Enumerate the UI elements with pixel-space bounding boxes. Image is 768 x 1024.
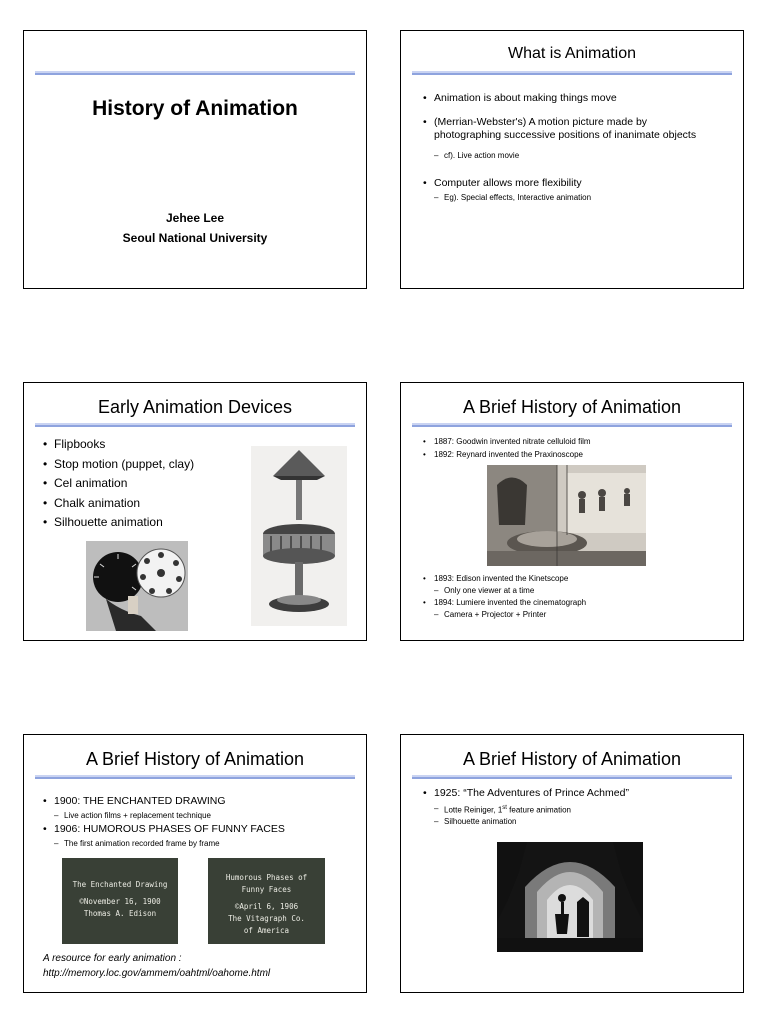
slide4-bullets-bottom-2 — [423, 597, 586, 608]
author-name: Jehee Lee — [165, 211, 225, 225]
bullet-text: 1893: Edison invented the Kinetscope — [434, 574, 569, 583]
bullet-text: 1906: HUMOROUS PHASES OF FUNNY FACES — [54, 823, 285, 835]
slide-brief-history-1 — [400, 382, 744, 641]
bullet-definition — [423, 92, 696, 105]
sub-text: feature animation — [506, 805, 571, 815]
ordinal-suffix: st — [502, 805, 507, 811]
funny-faces-title-card — [208, 858, 325, 944]
bullet-text: (Merrian-Webster's) A motion picture made by — [434, 116, 648, 128]
praxinoscope-illustration — [251, 446, 347, 626]
bullet-text: 1925: “The Adventures of Prince Achmed” — [434, 787, 629, 799]
resource-link[interactable]: http://memory.loc.gov/ammem/oahtml/oahome.html — [43, 968, 271, 979]
slide-brief-history-2 — [23, 734, 367, 993]
device-label: Chalk animation — [54, 495, 141, 510]
device-list — [43, 435, 194, 533]
sub-bullet-frame-by-frame — [43, 838, 220, 849]
history-bullet — [423, 435, 591, 448]
bullet-text: 1887: Goodwin invented nitrate celluloid film — [434, 437, 591, 446]
card-date: ©April 6, 1906 — [234, 902, 299, 911]
card-studio: of America — [243, 926, 290, 935]
bullet-text: 1892: Reynard invented the Praxinoscope — [434, 450, 583, 459]
slide-early-devices — [23, 382, 367, 641]
slide6-title: A Brief History of Animation — [462, 749, 682, 769]
bullet-text: 1900: THE ENCHANTED DRAWING — [54, 795, 226, 807]
bullet-text: 1894: Lumiere invented the cinematograph — [434, 598, 587, 607]
history-bullet — [423, 787, 629, 800]
title-rule — [412, 423, 732, 427]
slide1-title: History of Animation — [92, 97, 298, 120]
device-label: Stop motion (puppet, clay) — [54, 456, 195, 471]
sub-text: Camera + Projector + Printer — [444, 610, 547, 619]
title-rule — [412, 71, 732, 75]
bullet-flexibility — [423, 177, 582, 190]
sub-text: The first animation recorded frame by frame — [64, 839, 220, 848]
history-bullet — [423, 448, 591, 461]
praxinoscope-theatre-engraving — [487, 465, 646, 566]
sub-bullet-camera — [423, 609, 546, 620]
device-label: Cel animation — [54, 476, 128, 490]
sub-bullet-special-effects — [423, 192, 591, 203]
card-title: The Enchanted Drawing — [72, 880, 168, 889]
sub-bullet-replacement — [43, 810, 211, 821]
slide5-bullet-2 — [43, 823, 285, 836]
title-rule — [35, 423, 355, 427]
slide4-title: A Brief History of Animation — [462, 397, 682, 417]
silhouette-illustration — [497, 842, 643, 952]
bullet-merriam-webster — [423, 116, 696, 142]
sub-text: Lotte Reiniger, 1 — [444, 805, 503, 815]
sub-bullet-reiniger — [423, 803, 571, 816]
history-bullet — [423, 597, 586, 608]
history-bullet — [423, 573, 568, 584]
sub-bullet-one-viewer — [423, 585, 534, 596]
slide2-title: What is Animation — [507, 45, 637, 62]
resource-label: A resource for early animation : — [43, 953, 182, 964]
title-rule — [35, 775, 355, 779]
praxinoscope-engraving — [251, 446, 347, 626]
slide5-bullet-1 — [43, 795, 226, 808]
slide-what-is-animation — [400, 30, 744, 289]
history-bullet — [43, 823, 285, 836]
phenakistoscope-illustration — [86, 541, 188, 631]
title-rule — [412, 775, 732, 779]
slide4-bullets-top — [423, 435, 591, 461]
slide2-bullets — [423, 92, 696, 142]
sub-text: cf). Live action movie — [444, 151, 520, 160]
sub-bullet-silhouette — [423, 816, 517, 827]
card-date: ©November 16, 1900 — [79, 897, 161, 906]
enchanted-drawing-title-card — [62, 858, 178, 944]
bullet-text: Animation is about making things move — [434, 92, 617, 104]
slide6-bullets — [423, 787, 629, 800]
slide3-title: Early Animation Devices — [97, 397, 293, 417]
device-item — [43, 494, 194, 514]
phenakistoscope-photo — [86, 541, 188, 631]
device-item — [43, 435, 194, 455]
card-author: Thomas A. Edison — [83, 909, 157, 918]
slide-brief-history-3 — [400, 734, 744, 993]
slide5-title: A Brief History of Animation — [85, 749, 305, 769]
sub-text: Live action films + replacement technique — [64, 811, 211, 820]
bullet-text: Computer allows more flexibility — [434, 177, 582, 189]
slide2-bullets-2 — [423, 177, 582, 190]
device-label: Silhouette animation — [54, 515, 163, 529]
history-bullet — [43, 795, 226, 808]
card-title: Funny Faces — [241, 885, 292, 894]
slide-title — [23, 30, 367, 289]
prince-achmed-still — [497, 842, 643, 952]
sub-text: Only one viewer at a time — [444, 586, 535, 595]
theatre-illustration — [487, 465, 646, 566]
card-title: Humorous Phases of — [225, 873, 308, 882]
device-item — [43, 513, 194, 533]
sub-bullet-live-action — [423, 150, 519, 161]
bullet-text: photographing successive positions of inanimate objects — [434, 129, 697, 141]
device-item — [43, 474, 194, 494]
slide4-bullets-bottom — [423, 573, 568, 584]
device-label: Flipbooks — [54, 437, 106, 451]
sub-text: Silhouette animation — [444, 817, 517, 826]
title-rule — [35, 71, 355, 75]
author-affiliation: Seoul National University — [122, 231, 268, 245]
device-item — [43, 455, 194, 475]
card-studio: The Vitagraph Co. — [228, 914, 305, 923]
sub-text: Eg). Special effects, Interactive animation — [444, 193, 592, 202]
